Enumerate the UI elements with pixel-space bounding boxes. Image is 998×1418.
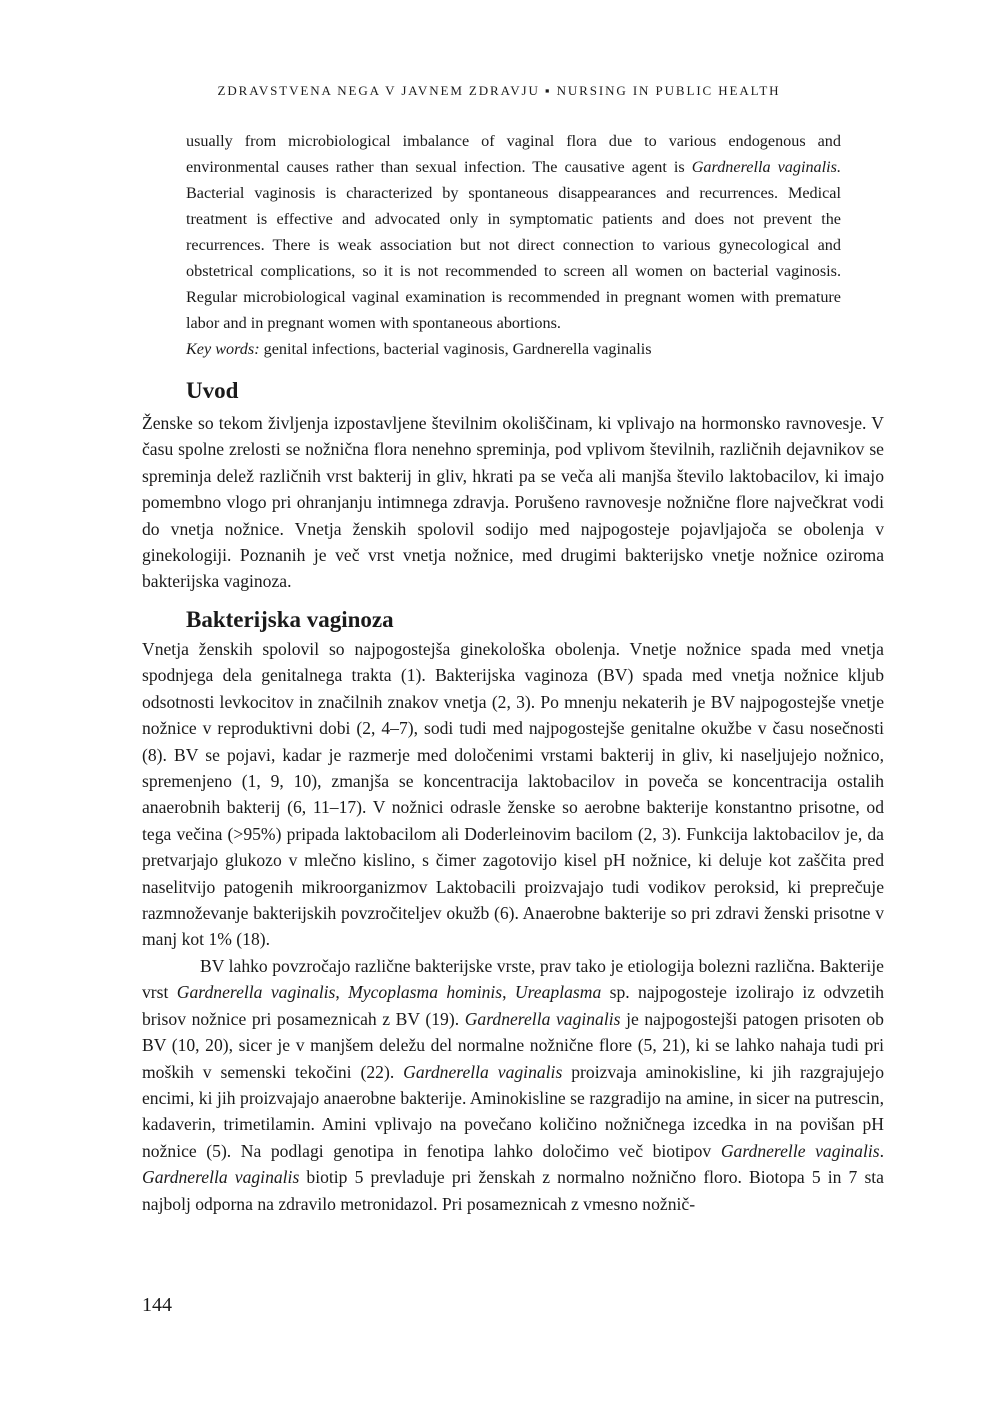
keywords-label: Key words:: [186, 340, 260, 358]
section-uvod-text: [142, 410, 884, 595]
abstract-paragraph: usually from microbiological imbalance of vaginal flora due to various endogenous and environmental causes rather than sexual infection. The causative agent is Gardnerella vaginalis. Bacterial vaginosis is characterized by spontaneous disappearances and recurrences. Medical treatment is effective and advocated only in symptomatic patients and does not prevent the recurrences. There is weak association but not direct connection to various gynecological and obstetrical complications, so it is not recommended to screen all women on bacterial vaginosis. Regular microbiological vaginal examination is recommended in pregnant women with premature labor and in pregnant women with spontaneous abortions.: [186, 132, 841, 332]
abstract: [186, 128, 841, 362]
paragraph: BV lahko povzročajo različne bakterijske vrste, prav tako je etiologija bolezni različna. Bakterije vrst Gardnerella vaginalis, Mycoplasma hominis, Ureaplasma sp. najpogosteje izolirajo iz odvzetih brisov nožnice pri posameznicah z BV (19). Gardnerella vaginalis je najpogostejši patogen prisoten ob BV (10, 20), sicer je v manjšem deležu del normalne nožnične flore (5, 21), ki se lahko nahaja tudi pri moških v semenski tekočini (22). Gardnerella vaginalis proizvaja aminokisline, ki jih razgrajujejo encimi, ki jih proizvajajo anaerobne bakterije. Aminokisline se razgradijo na amine, in sicer na putrescin, kadaverin, trimetilamin. Amini vplivajo na povečano količino nožničnega izcedka in na povišan pH nožnice (5). Na podlagi genotipa in fenotipa lahko določimo več biotipov Gardnerelle vaginalis. Gardnerella vaginalis biotip 5 prevladuje pri ženskah z normalno nožnično floro. Biotopa 5 in 7 sta najbolj odporna na zdravilo metronidazol. Pri posameznicah z vmesno nožnič-: [142, 955, 885, 1214]
section-bv-text: [142, 636, 884, 1217]
paragraph: Vnetja ženskih spolovil so najpogostejša ginekološka obolenja. Vnetje nožnice spada med vnetja spodnjega dela genitalnega trakta (1). Bakterijska vaginoza (BV) spada med vnetja nožnice kljub odsotnosti levkocitov in značilnih znakov vnetja (2, 3). Po mnenju nekaterih je BV najpogostejše vnetje nožnice v reproduktivni dobi (2, 4–7), sodi tudi med najpogostejše genitalne okužbe v času nosečnosti (8). BV se pojavi, kadar je razmerje med določenimi vrstami bakterij in gliv, ki naseljujejo nožnico, spremenjeno (1, 9, 10), zmanjša se koncentracija laktobacilov in poveča se koncentracija ostalih anaerobnih bakterij (6, 11–17). V nožnici odrasle ženske so aerobne bakterije konstantno prisotne, od tega večina (>95%) pripada laktobacilom ali Doderleinovim bacilom (2, 3). Funkcija laktobacilov je, da pretvarjajo glukozo v mlečno kislino, s čimer zagotovijo kisel pH nožnice, ki deluje kot zaščita pred naselitvijo patogenih mikroorganizmov Laktobacili proizvajajo tudi vodikov peroksid, ki preprečuje razmnoževanje bakterijskih povzročiteljev okužb (6). Anaerobne bakterije so pri zdravi ženski prisotne v manj kot 1% (18).: [142, 639, 884, 950]
section-heading-bakterijska-vaginoza: Bakterijska vaginoza: [186, 607, 394, 632]
section-heading-uvod: Uvod: [186, 378, 239, 403]
keywords: Key words: genital infections, bacterial vaginosis, Gardnerella vaginalis: [186, 340, 652, 358]
page-number: 144: [142, 1294, 172, 1316]
paragraph: Ženske so tekom življenja izpostavljene številnim okoliščinam, ki vplivajo na hormonsko ravnovesje. V času spolne zrelosti se nožnična flora nenehno spreminja, pod vplivom številnih, različnih dejavnikov se spreminja delež različnih vrst bakterij in gliv, hkrati pa se veča ali manjša število laktobacilov, ki imajo pomembno vlogo pri ohranjanju intimnega zdravja. Porušeno ravnovesje nožnične flore največkrat vodi do vnetja nožnice. Vnetja ženskih spolovil sodijo med najpogosteje pojavljajoča se obolenja v ginekologiji. Poznanih je več vrst vnetja nožnice, med drugimi bakterijsko vnetje nožnice oziroma bakterijska vaginoza.: [142, 413, 884, 592]
running-header: ZDRAVSTVENA NEGA V JAVNEM ZDRAVJU ▪ NURSING IN PUBLIC HEALTH: [217, 83, 781, 98]
